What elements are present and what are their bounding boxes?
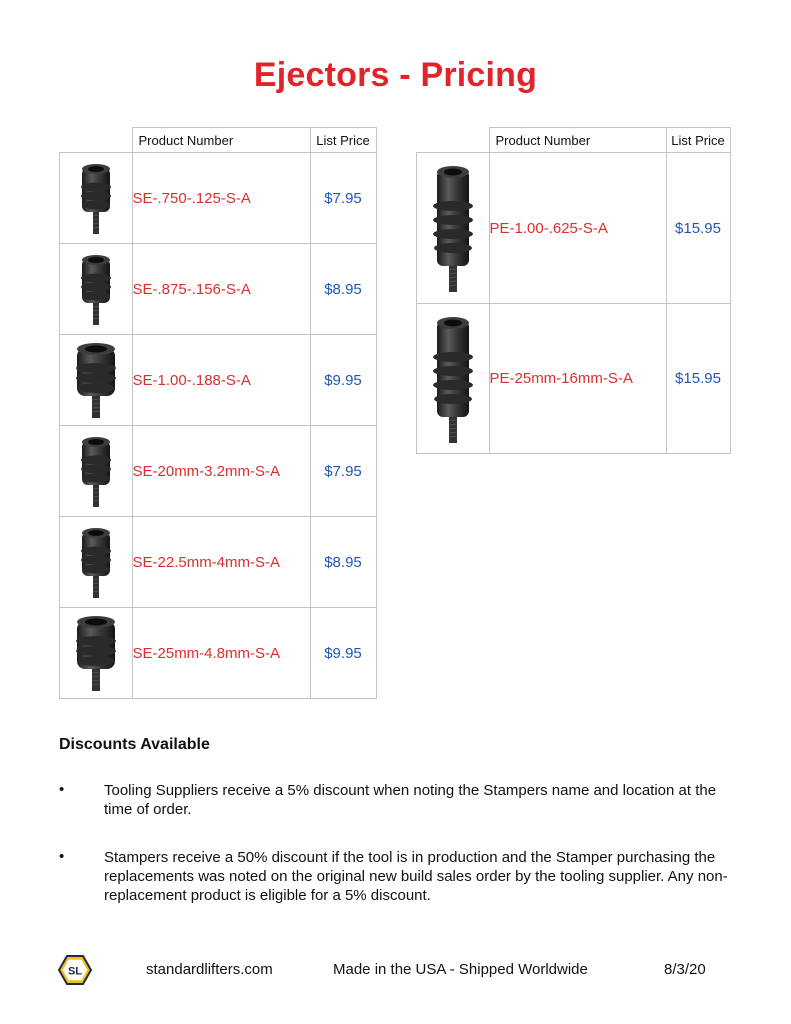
ejector-short-icon — [76, 522, 116, 602]
bullet: • — [59, 848, 65, 865]
list-price: $8.95 — [310, 517, 376, 608]
list-price: $15.95 — [666, 304, 730, 454]
product-image — [60, 244, 133, 335]
ejector-wide-icon — [71, 338, 121, 422]
footer-date: 8/3/20 — [664, 961, 706, 978]
product-image — [60, 517, 133, 608]
list-price-header: List Price — [666, 128, 730, 153]
product-number-header: Product Number — [489, 128, 666, 153]
discount-item: Tooling Suppliers receive a 5% discount when noting the Stampers name and location at the time of order. — [104, 782, 717, 818]
logo-text: SL — [67, 965, 83, 978]
list-price: $9.95 — [310, 335, 376, 426]
product-number-header: Product Number — [132, 128, 310, 153]
footer-tagline: Made in the USA - Shipped Worldwide — [333, 961, 588, 978]
product-image — [417, 153, 490, 304]
small-ejectors-table — [59, 127, 377, 699]
ejector-tall-icon — [428, 160, 478, 296]
ejector-short-icon — [76, 249, 116, 329]
product-image — [417, 304, 490, 454]
product-image — [60, 153, 133, 244]
product-image — [60, 335, 133, 426]
product-image — [60, 608, 133, 699]
bullet: • — [59, 781, 65, 798]
list-price: $15.95 — [666, 153, 730, 304]
list-price: $9.95 — [310, 608, 376, 699]
list-price: $8.95 — [310, 244, 376, 335]
list-price: $7.95 — [310, 153, 376, 244]
product-number: PE-1.00-.625-S-A — [489, 153, 666, 304]
pin-ejectors-table — [416, 127, 731, 454]
ejector-short-icon — [76, 158, 116, 238]
product-image — [60, 426, 133, 517]
website-link[interactable]: standardlifters.com — [146, 961, 273, 978]
company-logo — [58, 955, 92, 990]
product-number: SE-.750-.125-S-A — [132, 153, 310, 244]
discount-item: Stampers receive a 50% discount if the tool is in production and the Stamper purchasing the replacements was noted on the original new build sales order by the tooling supplier. Any non-replacement product is eligible for a 5% discount. — [104, 849, 728, 904]
product-number: SE-20mm-3.2mm-S-A — [132, 426, 310, 517]
ejector-tall-icon — [428, 311, 478, 447]
discounts-heading: Discounts Available — [59, 736, 210, 753]
list-price: $7.95 — [310, 426, 376, 517]
product-number: SE-22.5mm-4mm-S-A — [132, 517, 310, 608]
product-number: PE-25mm-16mm-S-A — [489, 304, 666, 454]
ejector-wide-icon — [71, 611, 121, 695]
product-number: SE-25mm-4.8mm-S-A — [132, 608, 310, 699]
list-price-header: List Price — [310, 128, 376, 153]
product-number: SE-1.00-.188-S-A — [132, 335, 310, 426]
ejector-short-icon — [76, 431, 116, 511]
product-number: SE-.875-.156-S-A — [132, 244, 310, 335]
logo-icon — [58, 955, 92, 985]
page-title: Ejectors - Pricing — [253, 56, 538, 94]
